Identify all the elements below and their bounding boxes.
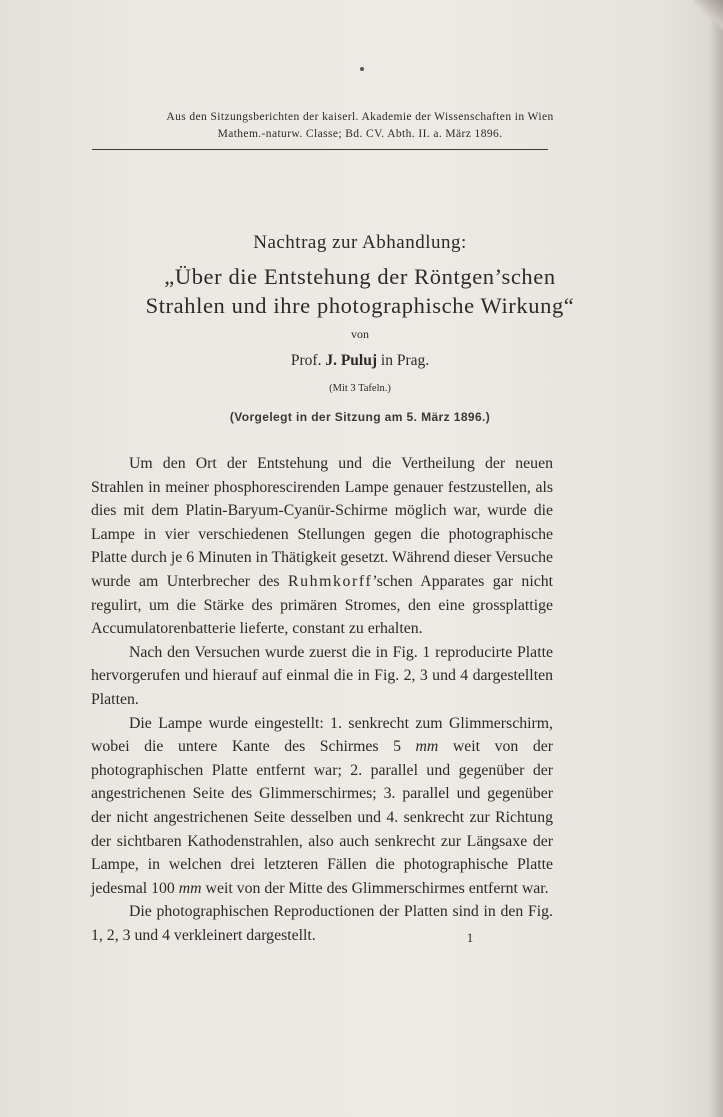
- paragraph-2: Nach den Versuchen wurde zuerst die in Fig. 1 reproducirte Platte hervorgerufen und hierauf auf einmal die in Fig. 2, 3 und 4 dargestellten Platten.: [91, 643, 553, 708]
- paragraph-4: Die photographischen Reproductionen der Platten sind in den Fig. 1, 2, 3 und 4 verkleinert dargestellt.: [91, 903, 553, 944]
- page-number: 1: [466, 930, 474, 945]
- article-title: [60, 262, 660, 320]
- paragraph-3: [91, 712, 553, 901]
- unit-mm-1: mm: [415, 738, 439, 756]
- author-name: J. Puluj: [325, 352, 378, 369]
- byline-von: von: [351, 327, 369, 341]
- ruhmkorff-name: Ruhmkorff: [288, 572, 373, 590]
- journal-header-line2: Mathem.-naturw. Classe; Bd. CV. Abth. II. a. März 1896.: [217, 128, 503, 140]
- p3-text-a: Die Lampe wurde eingestellt: 1. senkrecht zum Glimmerschirm, wobei die untere Kante des Schirmes 5: [91, 714, 553, 756]
- journal-header: [80, 109, 640, 143]
- supplement-label: Nachtrag zur Abhandlung:: [253, 232, 467, 253]
- p1-text-a: Um den Ort der Entstehung und die Vertheilung der neuen Strahlen in meiner phosphorescirenden Lampe genauer festzustellen, als dies mit dem Platin-Baryum-Cyanür-Schirme möglich war, wurde die Lampe in vier verschiedenen Stellungen gegen die photographische Platte durch je 6 Minuten in Thätigkeit gesetzt. Während dieser Versuche wurde am Unterbrecher des: [91, 455, 553, 590]
- ink-dot: [360, 67, 364, 71]
- header-rule: [92, 149, 548, 150]
- unit-mm-2: mm: [178, 879, 202, 897]
- p3-text-c: weit von der Mitte des Glimmerschirmes entfernt war.: [205, 879, 549, 897]
- article-body: [91, 452, 553, 947]
- presented-note: (Vorgelegt in der Sitzung am 5. März 1896.): [229, 410, 491, 424]
- corner-fold: [693, 0, 723, 30]
- page-edge-shadow: [709, 0, 723, 1117]
- p3-text-b: weit von der photographischen Platte entfernt war; 2. parallel und gegenüber der angestrichenen Seite des Glimmerschirmes; 3. parallel und gegenüber der nicht angestrichenen Seite desselben und 4. senkrecht zur Richtung der sichtbaren Kathodenstrahlen, also auch senkrecht zur Längsaxe der Lampe, in welchen drei letzteren Fällen die photographische Platte jedesmal 100: [91, 738, 553, 897]
- title-line1: „Über die Entstehung der Röntgen’schen: [164, 264, 556, 289]
- p1-text-b: ’schen Apparates gar nicht regulirt, um die Stärke des primären Stromes, den eine grossplattige Accumulatorenbatterie lieferte, constant zu erhalten.: [91, 572, 554, 638]
- author-prefix: Prof.: [290, 352, 322, 369]
- author-line: [80, 352, 640, 370]
- author-suffix: in Prag.: [380, 352, 430, 369]
- plates-note: (Mit 3 Tafeln.): [329, 383, 391, 394]
- journal-header-line1: Aus den Sitzungsberichten der kaiserl. Akademie der Wissenschaften in Wien: [166, 111, 554, 123]
- paragraph-1: [91, 452, 553, 641]
- title-line2: Strahlen und ihre photographische Wirkung“: [145, 293, 575, 318]
